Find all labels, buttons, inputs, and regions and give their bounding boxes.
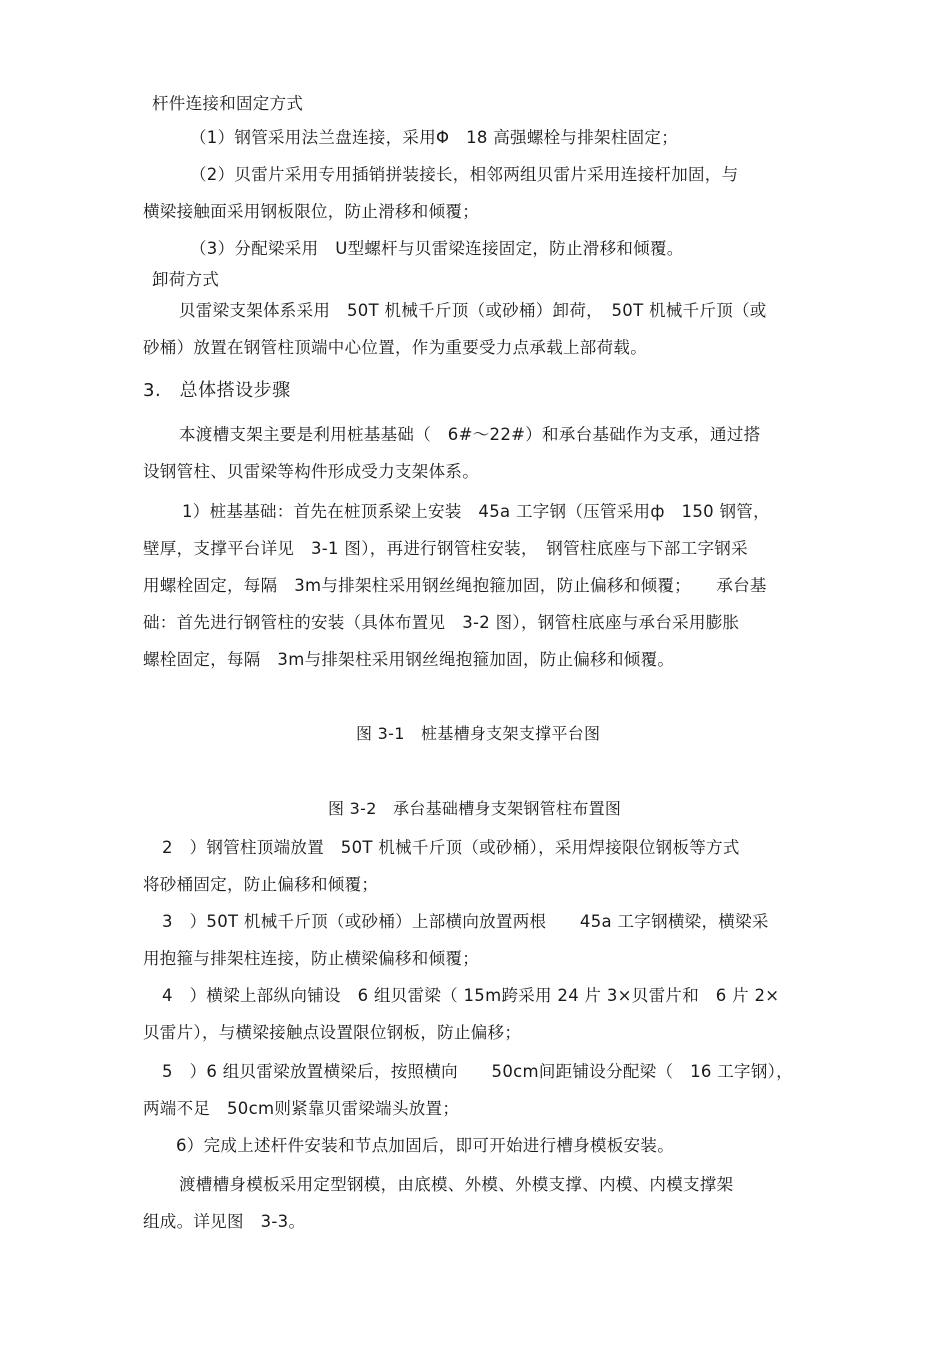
paragraph-line: 贝雷片），与横梁接触点设置限位钢板，防止偏移； [143, 1023, 522, 1042]
paragraph-line: 6）完成上述杆件安装和节点加固后，即可开始进行槽身模板安装。 [176, 1136, 674, 1155]
paragraph-line: 设钢管柱、贝雷梁等构件形成受力支架体系。 [143, 462, 479, 481]
paragraph-line: 本渡槽支架主要是利用桩基基础（ 6#～22#）和承台基础作为支承，通过搭 [179, 425, 761, 444]
section-heading: 3. 总体搭设步骤 [143, 380, 291, 401]
paragraph-line: 壁厚，支撑平台详见 3-1 图），再进行钢管柱安装， 钢管柱底座与下部工字钢采 [143, 539, 748, 558]
paragraph-line: （2）贝雷片采用专用插销拼装接长，相邻两组贝雷片采用连接杆加固，与 [190, 165, 739, 184]
paragraph-line: 5 ）6 组贝雷梁放置横梁后，按照横向 50cm间距铺设分配梁（ 16 工字钢）， [162, 1062, 793, 1081]
paragraph-line: 横梁接触面采用钢板限位，防止滑移和倾覆； [143, 202, 479, 221]
paragraph-line: 螺栓固定，每隔 3m与排架柱采用钢丝绳抱箍加固，防止偏移和倾覆。 [143, 650, 675, 669]
paragraph-line: 组成。详见图 3-3。 [143, 1212, 306, 1231]
paragraph-line: 渡槽槽身模板采用定型钢模，由底模、外模、外模支撑、内模、内模支撑架 [179, 1175, 734, 1194]
paragraph-line: （1）钢管采用法兰盘连接，采用Φ 18 高强螺栓与排架柱固定； [190, 128, 679, 147]
paragraph-line: （3）分配梁采用 U型螺杆与贝雷梁连接固定，防止滑移和倾覆。 [190, 239, 684, 258]
paragraph-line: 2 ）钢管柱顶端放置 50T 机械千斤顶（或砂桶），采用焊接限位钢板等方式 [162, 838, 740, 857]
paragraph-line: 两端不足 50cm则紧靠贝雷梁端头放置； [143, 1099, 460, 1118]
figure-caption-3-1: 图 3-1 桩基槽身支架支撑平台图 [356, 724, 601, 743]
subheading-connection: 杆件连接和固定方式 [152, 94, 304, 113]
paragraph-line: 3 ）50T 机械千斤顶（或砂桶）上部横向放置两根 45a 工字钢横梁，横梁采 [162, 912, 769, 931]
paragraph-line: 用螺栓固定，每隔 3m与排架柱采用钢丝绳抱箍加固，防止偏移和倾覆； 承台基 [143, 576, 767, 595]
paragraph-line: 1）桩基基础：首先在桩顶系梁上安装 45a 工字钢（压管采用ф 150 钢管， [182, 502, 770, 521]
paragraph-line: 砂桶）放置在钢管柱顶端中心位置，作为重要受力点承载上部荷载。 [143, 338, 647, 357]
paragraph-line: 将砂桶固定，防止偏移和倾覆； [143, 875, 379, 894]
paragraph-line: 用抱箍与排架柱连接，防止横梁偏移和倾覆； [143, 949, 479, 968]
subheading-unloading: 卸荷方式 [152, 270, 220, 289]
figure-caption-3-2: 图 3-2 承台基础槽身支架钢管柱布置图 [328, 799, 622, 818]
paragraph-line: 础：首先进行钢管柱的安装（具体布置见 3-2 图），钢管柱底座与承台采用膨胀 [143, 613, 740, 632]
paragraph-line: 4 ）横梁上部纵向铺设 6 组贝雷梁（ 15m跨采用 24 片 3×贝雷片和 6 片 2× [162, 986, 780, 1005]
paragraph-line: 贝雷梁支架体系采用 50T 机械千斤顶（或砂桶）卸荷， 50T 机械千斤顶（或 [179, 301, 767, 320]
